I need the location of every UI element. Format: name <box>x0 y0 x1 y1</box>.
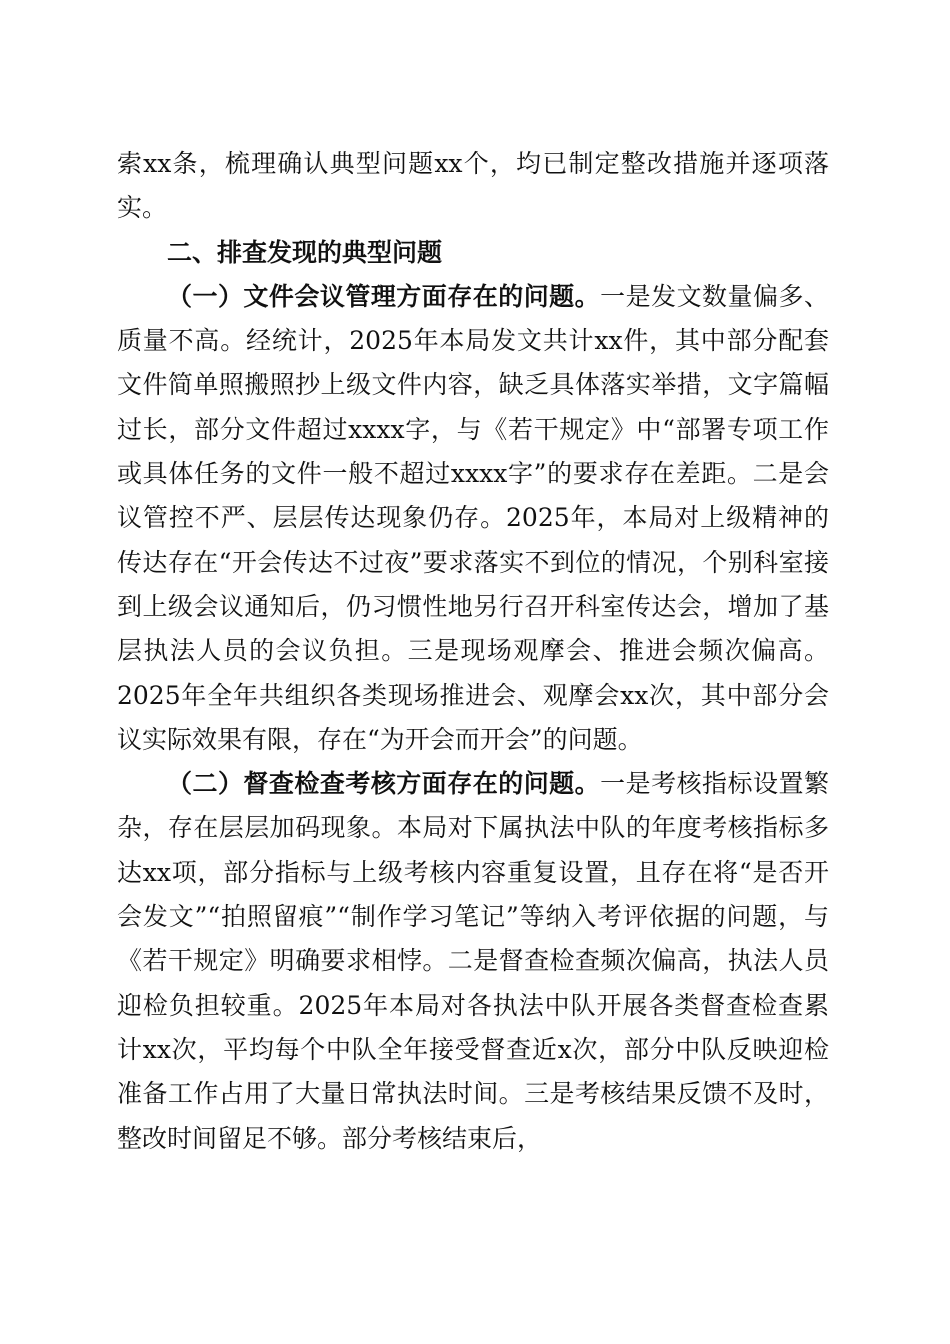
paragraph-body: 一是考核指标设置繁杂，存在层层加码现象。本局对下属执法中队的年度考核指标多达xx项，部分指标与上级考核内容重复设置，且存在将“是否开会发文”“拍照留痕”“制作学习笔记”等纳入考评依据的问题，与《若干规定》明确要求相悖。二是督查检查频次偏高，执法人员迎检负担较重。2025年本局对各执法中队开展各类督查检查累计xx次，平均每个中队全年接受督查近x次，部分中队反映迎检准备工作占用了大量日常执法时间。三是考核结果反馈不及时，整改时间留足不够。部分考核结束后， <box>117 769 829 1153</box>
paragraph-file-meeting <box>117 275 829 762</box>
section-heading: 二、排查发现的典型问题 <box>167 237 443 267</box>
paragraph-heading: （一）文件会议管理方面存在的问题。 <box>167 281 601 311</box>
paragraph-heading: （二）督查检查考核方面存在的问题。 <box>167 769 601 799</box>
paragraph-body: 一是发文数量偏多、质量不高。经统计，2025年本局发文共计xx件，其中部分配套文件简单照搬照抄上级文件内容，缺乏具体落实举措，文字篇幅过长，部分文件超过xxxx字，与《若干规定》中“部署专项工作或具体任务的文件一般不超过xxxx字”的要求存在差距。二是会议管控不严、层层传达现象仍存。2025年，本局对上级精神的传达存在“开会传达不过夜”要求落实不到位的情况，个别科室接到上级会议通知后，仍习惯性地另行召开科室传达会，增加了基层执法人员的会议负担。三是现场观摩会、推进会频次偏高。2025年全年共组织各类现场推进会、观摩会xx次，其中部分会议实际效果有限，存在“为开会而开会”的问题。 <box>117 281 829 754</box>
paragraph-inspection-assessment <box>117 762 829 1161</box>
document-body <box>117 142 829 1161</box>
continuation-paragraph: 索xx条，梳理确认典型问题xx个，均已制定整改措施并逐项落实。 <box>117 149 829 223</box>
